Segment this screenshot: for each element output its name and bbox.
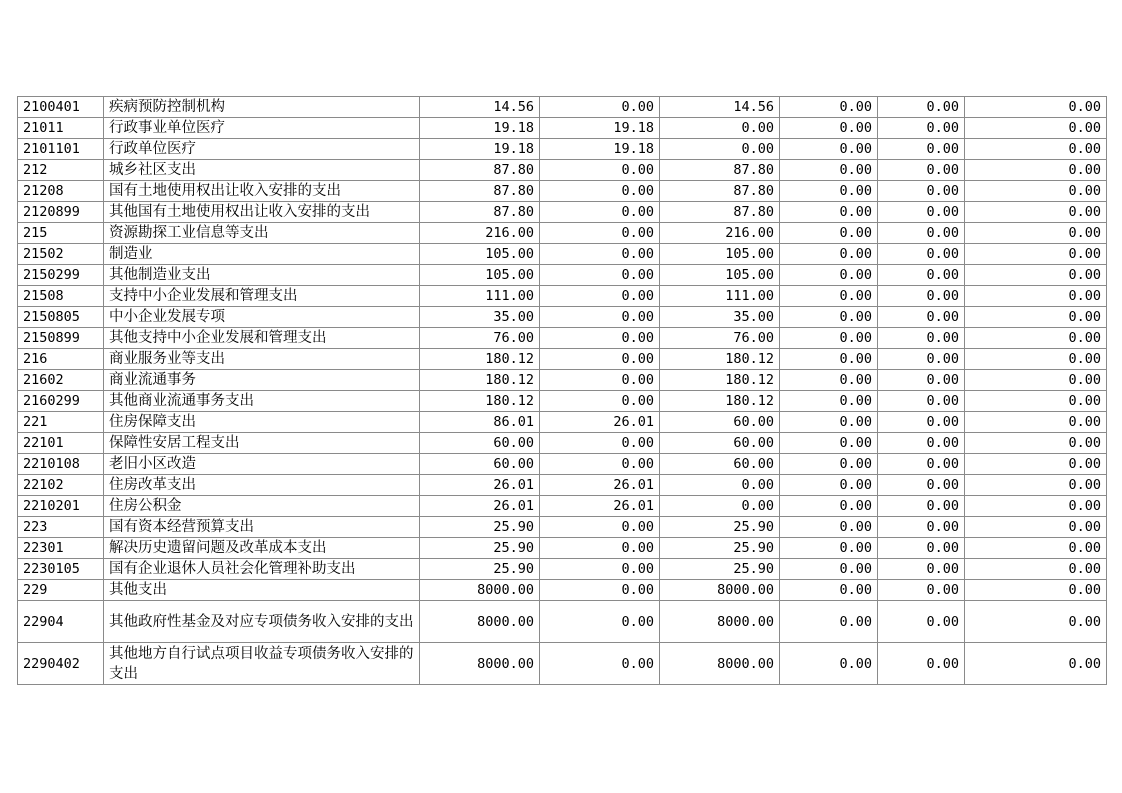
cell-name: 国有企业退休人员社会化管理补助支出: [104, 559, 420, 580]
cell-basic: 0.00: [540, 265, 660, 286]
cell-col5: 0.00: [878, 580, 965, 601]
cell-basic: 0.00: [540, 181, 660, 202]
cell-col6: 0.00: [965, 580, 1107, 601]
cell-basic: 0.00: [540, 286, 660, 307]
cell-total: 8000.00: [420, 601, 540, 643]
cell-name: 其他支持中小企业发展和管理支出: [104, 328, 420, 349]
cell-col4: 0.00: [780, 580, 878, 601]
cell-code: 2100401: [18, 97, 104, 118]
cell-col6: 0.00: [965, 559, 1107, 580]
cell-basic: 0.00: [540, 370, 660, 391]
cell-total: 25.90: [420, 538, 540, 559]
table-row: [18, 412, 1107, 433]
cell-name: 住房保障支出: [104, 412, 420, 433]
cell-col4: 0.00: [780, 118, 878, 139]
cell-code: 212: [18, 160, 104, 181]
table-row: [18, 202, 1107, 223]
cell-name: 疾病预防控制机构: [104, 97, 420, 118]
cell-col5: 0.00: [878, 433, 965, 454]
cell-col4: 0.00: [780, 370, 878, 391]
budget-table: [17, 96, 1107, 685]
cell-total: 105.00: [420, 244, 540, 265]
cell-code: 223: [18, 517, 104, 538]
cell-total: 8000.00: [420, 580, 540, 601]
cell-basic: 0.00: [540, 580, 660, 601]
table-row: [18, 496, 1107, 517]
cell-col6: 0.00: [965, 454, 1107, 475]
cell-basic: 19.18: [540, 139, 660, 160]
table-row: [18, 643, 1107, 685]
cell-project: 105.00: [660, 244, 780, 265]
table-row: [18, 538, 1107, 559]
cell-col6: 0.00: [965, 496, 1107, 517]
cell-col6: 0.00: [965, 391, 1107, 412]
cell-code: 22301: [18, 538, 104, 559]
cell-col6: 0.00: [965, 286, 1107, 307]
table-row: [18, 559, 1107, 580]
cell-total: 14.56: [420, 97, 540, 118]
cell-col5: 0.00: [878, 286, 965, 307]
cell-col4: 0.00: [780, 601, 878, 643]
cell-name: 其他制造业支出: [104, 265, 420, 286]
cell-col4: 0.00: [780, 265, 878, 286]
cell-name: 住房公积金: [104, 496, 420, 517]
cell-project: 60.00: [660, 454, 780, 475]
cell-col6: 0.00: [965, 307, 1107, 328]
table-row: [18, 517, 1107, 538]
cell-basic: 0.00: [540, 559, 660, 580]
table-row: [18, 118, 1107, 139]
cell-col6: 0.00: [965, 538, 1107, 559]
cell-col5: 0.00: [878, 223, 965, 244]
cell-col6: 0.00: [965, 202, 1107, 223]
cell-code: 2210201: [18, 496, 104, 517]
cell-col5: 0.00: [878, 97, 965, 118]
cell-col5: 0.00: [878, 454, 965, 475]
cell-project: 0.00: [660, 118, 780, 139]
cell-total: 8000.00: [420, 643, 540, 685]
table-row: [18, 370, 1107, 391]
cell-col6: 0.00: [965, 139, 1107, 160]
cell-project: 180.12: [660, 349, 780, 370]
cell-col6: 0.00: [965, 370, 1107, 391]
cell-project: 60.00: [660, 433, 780, 454]
cell-col6: 0.00: [965, 328, 1107, 349]
cell-name: 住房改革支出: [104, 475, 420, 496]
cell-col4: 0.00: [780, 454, 878, 475]
cell-col5: 0.00: [878, 517, 965, 538]
table-row: [18, 580, 1107, 601]
cell-basic: 0.00: [540, 307, 660, 328]
cell-col5: 0.00: [878, 307, 965, 328]
table-row: [18, 286, 1107, 307]
cell-total: 19.18: [420, 139, 540, 160]
cell-code: 2210108: [18, 454, 104, 475]
cell-project: 0.00: [660, 475, 780, 496]
cell-col6: 0.00: [965, 181, 1107, 202]
cell-total: 180.12: [420, 391, 540, 412]
cell-name: 其他国有土地使用权出让收入安排的支出: [104, 202, 420, 223]
cell-total: 87.80: [420, 181, 540, 202]
cell-col5: 0.00: [878, 118, 965, 139]
cell-code: 21208: [18, 181, 104, 202]
cell-col4: 0.00: [780, 433, 878, 454]
cell-basic: 26.01: [540, 475, 660, 496]
cell-basic: 19.18: [540, 118, 660, 139]
cell-total: 76.00: [420, 328, 540, 349]
cell-basic: 0.00: [540, 433, 660, 454]
cell-total: 87.80: [420, 160, 540, 181]
cell-code: 21602: [18, 370, 104, 391]
cell-col5: 0.00: [878, 496, 965, 517]
cell-total: 60.00: [420, 454, 540, 475]
cell-basic: 26.01: [540, 496, 660, 517]
cell-basic: 26.01: [540, 412, 660, 433]
cell-col5: 0.00: [878, 391, 965, 412]
table-row: [18, 433, 1107, 454]
cell-name: 城乡社区支出: [104, 160, 420, 181]
cell-project: 87.80: [660, 160, 780, 181]
cell-total: 111.00: [420, 286, 540, 307]
cell-project: 0.00: [660, 496, 780, 517]
cell-col5: 0.00: [878, 601, 965, 643]
cell-total: 25.90: [420, 517, 540, 538]
cell-code: 21508: [18, 286, 104, 307]
cell-code: 2150899: [18, 328, 104, 349]
cell-col6: 0.00: [965, 349, 1107, 370]
cell-basic: 0.00: [540, 601, 660, 643]
cell-name: 资源勘探工业信息等支出: [104, 223, 420, 244]
cell-project: 60.00: [660, 412, 780, 433]
cell-col6: 0.00: [965, 517, 1107, 538]
cell-total: 86.01: [420, 412, 540, 433]
cell-project: 25.90: [660, 559, 780, 580]
cell-col5: 0.00: [878, 559, 965, 580]
cell-name: 其他商业流通事务支出: [104, 391, 420, 412]
cell-project: 180.12: [660, 391, 780, 412]
cell-col4: 0.00: [780, 160, 878, 181]
cell-col5: 0.00: [878, 139, 965, 160]
cell-code: 2160299: [18, 391, 104, 412]
cell-col6: 0.00: [965, 412, 1107, 433]
cell-basic: 0.00: [540, 160, 660, 181]
cell-total: 180.12: [420, 349, 540, 370]
cell-col5: 0.00: [878, 265, 965, 286]
table-row: [18, 349, 1107, 370]
cell-project: 105.00: [660, 265, 780, 286]
table-row: [18, 328, 1107, 349]
cell-code: 215: [18, 223, 104, 244]
cell-name: 行政单位医疗: [104, 139, 420, 160]
cell-code: 221: [18, 412, 104, 433]
table-row: [18, 601, 1107, 643]
cell-col5: 0.00: [878, 412, 965, 433]
cell-col4: 0.00: [780, 517, 878, 538]
cell-col4: 0.00: [780, 97, 878, 118]
table-row: [18, 223, 1107, 244]
cell-col4: 0.00: [780, 538, 878, 559]
cell-total: 26.01: [420, 475, 540, 496]
cell-name: 商业服务业等支出: [104, 349, 420, 370]
table-row: [18, 307, 1107, 328]
cell-col4: 0.00: [780, 643, 878, 685]
cell-name: 老旧小区改造: [104, 454, 420, 475]
cell-project: 76.00: [660, 328, 780, 349]
cell-total: 180.12: [420, 370, 540, 391]
cell-col5: 0.00: [878, 160, 965, 181]
cell-name: 制造业: [104, 244, 420, 265]
cell-basic: 0.00: [540, 244, 660, 265]
cell-name: 行政事业单位医疗: [104, 118, 420, 139]
cell-col4: 0.00: [780, 412, 878, 433]
cell-col4: 0.00: [780, 244, 878, 265]
cell-code: 21011: [18, 118, 104, 139]
cell-code: 22101: [18, 433, 104, 454]
cell-col4: 0.00: [780, 223, 878, 244]
cell-col4: 0.00: [780, 349, 878, 370]
table-row: [18, 160, 1107, 181]
cell-col4: 0.00: [780, 328, 878, 349]
cell-basic: 0.00: [540, 391, 660, 412]
table-row: [18, 181, 1107, 202]
cell-col4: 0.00: [780, 559, 878, 580]
cell-col4: 0.00: [780, 391, 878, 412]
cell-total: 19.18: [420, 118, 540, 139]
cell-code: 216: [18, 349, 104, 370]
cell-name: 支持中小企业发展和管理支出: [104, 286, 420, 307]
cell-code: 2150299: [18, 265, 104, 286]
cell-col4: 0.00: [780, 181, 878, 202]
cell-code: 2290402: [18, 643, 104, 685]
cell-col6: 0.00: [965, 265, 1107, 286]
cell-basic: 0.00: [540, 349, 660, 370]
cell-basic: 0.00: [540, 328, 660, 349]
cell-project: 111.00: [660, 286, 780, 307]
cell-col6: 0.00: [965, 97, 1107, 118]
cell-total: 26.01: [420, 496, 540, 517]
cell-code: 2150805: [18, 307, 104, 328]
cell-col6: 0.00: [965, 160, 1107, 181]
cell-total: 105.00: [420, 265, 540, 286]
table-row: [18, 265, 1107, 286]
cell-project: 8000.00: [660, 643, 780, 685]
cell-col6: 0.00: [965, 244, 1107, 265]
cell-project: 25.90: [660, 538, 780, 559]
cell-col4: 0.00: [780, 307, 878, 328]
cell-basic: 0.00: [540, 517, 660, 538]
cell-project: 87.80: [660, 181, 780, 202]
cell-col5: 0.00: [878, 475, 965, 496]
cell-basic: 0.00: [540, 223, 660, 244]
cell-col5: 0.00: [878, 370, 965, 391]
cell-code: 2101101: [18, 139, 104, 160]
cell-name: 中小企业发展专项: [104, 307, 420, 328]
cell-code: 21502: [18, 244, 104, 265]
cell-total: 216.00: [420, 223, 540, 244]
cell-code: 22102: [18, 475, 104, 496]
table-row: [18, 244, 1107, 265]
cell-col4: 0.00: [780, 286, 878, 307]
table-row: [18, 97, 1107, 118]
cell-project: 216.00: [660, 223, 780, 244]
cell-col5: 0.00: [878, 349, 965, 370]
cell-project: 8000.00: [660, 580, 780, 601]
cell-col5: 0.00: [878, 244, 965, 265]
cell-col6: 0.00: [965, 223, 1107, 244]
cell-col6: 0.00: [965, 475, 1107, 496]
cell-col4: 0.00: [780, 202, 878, 223]
table-body: [18, 97, 1107, 685]
cell-project: 0.00: [660, 139, 780, 160]
cell-col5: 0.00: [878, 643, 965, 685]
cell-basic: 0.00: [540, 202, 660, 223]
cell-col6: 0.00: [965, 118, 1107, 139]
cell-code: 229: [18, 580, 104, 601]
cell-total: 60.00: [420, 433, 540, 454]
cell-name: 保障性安居工程支出: [104, 433, 420, 454]
cell-name: 商业流通事务: [104, 370, 420, 391]
cell-basic: 0.00: [540, 97, 660, 118]
cell-total: 25.90: [420, 559, 540, 580]
cell-project: 180.12: [660, 370, 780, 391]
table-row: [18, 391, 1107, 412]
table-row: [18, 475, 1107, 496]
cell-basic: 0.00: [540, 454, 660, 475]
table-row: [18, 139, 1107, 160]
cell-name: 国有资本经营预算支出: [104, 517, 420, 538]
cell-col6: 0.00: [965, 601, 1107, 643]
cell-project: 25.90: [660, 517, 780, 538]
cell-col5: 0.00: [878, 538, 965, 559]
cell-name: 其他地方自行试点项目收益专项债务收入安排的支出: [104, 643, 420, 685]
cell-total: 87.80: [420, 202, 540, 223]
cell-project: 14.56: [660, 97, 780, 118]
cell-col6: 0.00: [965, 643, 1107, 685]
cell-project: 35.00: [660, 307, 780, 328]
cell-col5: 0.00: [878, 328, 965, 349]
cell-name: 解决历史遗留问题及改革成本支出: [104, 538, 420, 559]
cell-col5: 0.00: [878, 202, 965, 223]
cell-project: 87.80: [660, 202, 780, 223]
cell-total: 35.00: [420, 307, 540, 328]
cell-basic: 0.00: [540, 538, 660, 559]
cell-col4: 0.00: [780, 475, 878, 496]
cell-name: 其他政府性基金及对应专项债务收入安排的支出: [104, 601, 420, 643]
cell-code: 2230105: [18, 559, 104, 580]
cell-project: 8000.00: [660, 601, 780, 643]
cell-name: 其他支出: [104, 580, 420, 601]
cell-name: 国有土地使用权出让收入安排的支出: [104, 181, 420, 202]
cell-code: 22904: [18, 601, 104, 643]
table-row: [18, 454, 1107, 475]
cell-col4: 0.00: [780, 139, 878, 160]
cell-col4: 0.00: [780, 496, 878, 517]
cell-col6: 0.00: [965, 433, 1107, 454]
cell-col5: 0.00: [878, 181, 965, 202]
cell-code: 2120899: [18, 202, 104, 223]
cell-basic: 0.00: [540, 643, 660, 685]
